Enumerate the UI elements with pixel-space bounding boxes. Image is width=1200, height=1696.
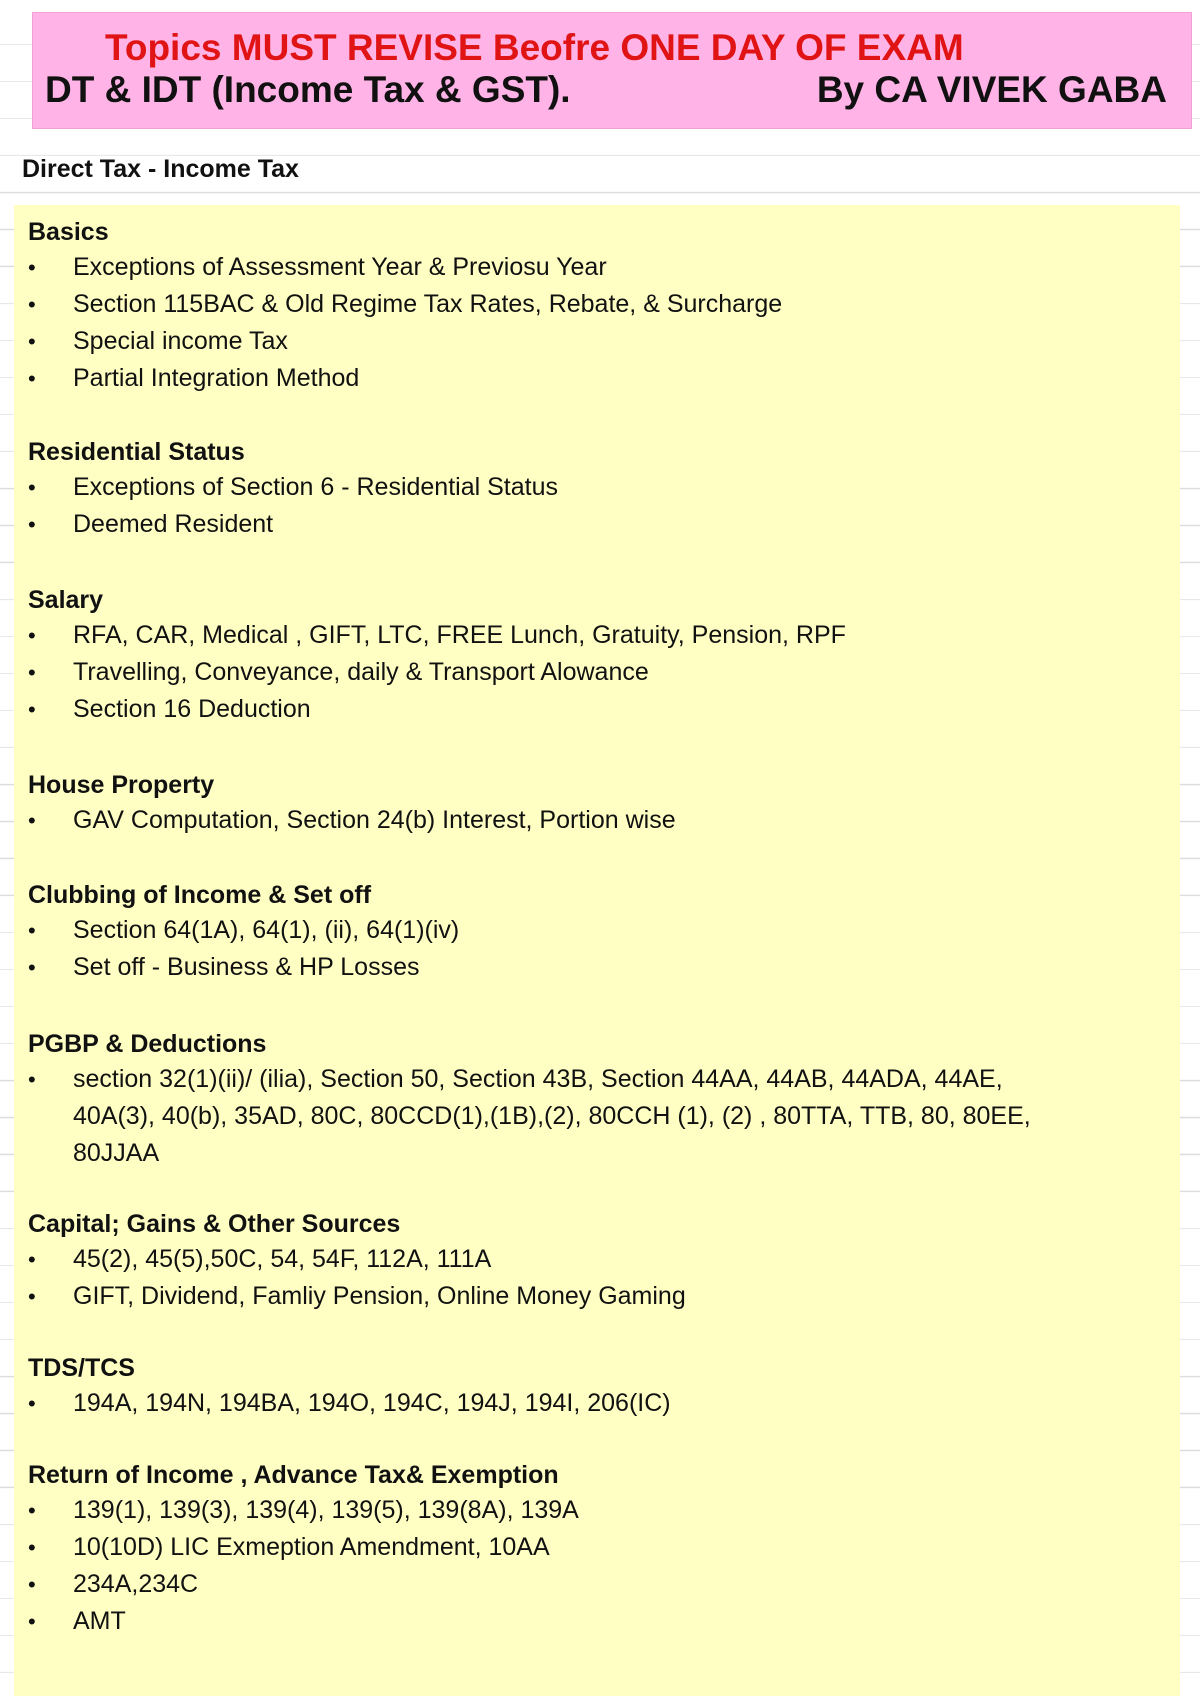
bullet-icon: •	[28, 955, 36, 980]
header-banner	[32, 12, 1192, 129]
list-item	[28, 1385, 671, 1422]
list-item-text: Set off - Business & HP Losses	[73, 953, 420, 981]
list-item	[28, 691, 846, 728]
list-item	[28, 1529, 579, 1566]
bullet-icon: •	[28, 808, 36, 833]
list-item	[28, 1566, 579, 1603]
list-item-text: Deemed Resident	[73, 510, 274, 538]
list-item	[28, 1278, 686, 1315]
bullet-icon: •	[28, 292, 36, 317]
bullet-icon: •	[28, 1609, 36, 1634]
list-item-text: 45(2), 45(5),50C, 54, 54F, 112A, 111A	[73, 1245, 492, 1273]
list-item	[28, 469, 558, 506]
list-item-text: GIFT, Dividend, Famliy Pension, Online Money Gaming	[73, 1282, 686, 1310]
list-item-text: RFA, CAR, Medical , GIFT, LTC, FREE Lunch, Gratuity, Pension, RPF	[73, 621, 846, 649]
list-item	[28, 1603, 579, 1640]
list-item-text: Section 115BAC & Old Regime Tax Rates, Rebate, & Surcharge	[73, 290, 783, 318]
list-item-text: section 32(1)(ii)/ (ilia), Section 50, Section 43B, Section 44AA, 44AB, 44ADA, 44AE,	[73, 1065, 1003, 1093]
bullet-icon: •	[28, 1067, 36, 1092]
bullet-icon: •	[28, 1284, 36, 1309]
section-salary	[28, 583, 846, 728]
list-item-continuation	[28, 1135, 1031, 1172]
list-item-text: 139(1), 139(3), 139(4), 139(5), 139(8A), 139A	[73, 1496, 579, 1524]
section-heading: Salary	[28, 586, 104, 614]
bullet-icon: •	[28, 1391, 36, 1416]
list-item	[28, 654, 846, 691]
list-item	[28, 912, 459, 949]
section-pgbp	[28, 1027, 1031, 1172]
section-heading: Capital; Gains & Other Sources	[28, 1210, 401, 1238]
notes-panel	[14, 205, 1180, 1696]
list-item	[28, 506, 558, 543]
bullet-icon: •	[28, 329, 36, 354]
bullet-icon: •	[28, 512, 36, 537]
bullet-icon: •	[28, 1572, 36, 1597]
section-heading: Return of Income , Advance Tax& Exemption	[28, 1461, 559, 1489]
list-item	[28, 617, 846, 654]
list-item-text: Section 16 Deduction	[73, 695, 311, 723]
bullet-list	[28, 802, 676, 839]
list-item-text: Exceptions of Section 6 - Residential Status	[73, 473, 558, 501]
bullet-icon: •	[28, 660, 36, 685]
list-item-text: Exceptions of Assessment Year & Previosu Year	[73, 253, 607, 281]
section-heading: PGBP & Deductions	[28, 1030, 267, 1058]
bullet-icon: •	[28, 255, 36, 280]
section-capital-gains	[28, 1207, 686, 1315]
section-clubbing	[28, 878, 459, 986]
list-item	[28, 249, 782, 286]
section-basics	[28, 215, 782, 397]
list-item-continuation	[28, 1098, 1031, 1135]
list-item	[28, 1241, 686, 1278]
list-item	[28, 323, 782, 360]
list-item	[28, 1492, 579, 1529]
section-heading: Basics	[28, 218, 109, 246]
bullet-list	[28, 1385, 671, 1422]
list-item-text: 10(10D) LIC Exmeption Amendment, 10AA	[73, 1533, 550, 1561]
bullet-icon: •	[28, 918, 36, 943]
list-item-text: Partial Integration Method	[73, 364, 360, 392]
section-heading: TDS/TCS	[28, 1354, 135, 1382]
list-item-text: 40A(3), 40(b), 35AD, 80C, 80CCD(1),(1B),(2), 80CCH (1), (2) , 80TTA, TTB, 80, 80EE,	[73, 1102, 1031, 1130]
list-item	[28, 360, 782, 397]
list-item-text: 194A, 194N, 194BA, 194O, 194C, 194J, 194I, 206(IC)	[73, 1389, 671, 1417]
list-item	[28, 286, 782, 323]
list-item	[28, 949, 459, 986]
bullet-list	[28, 1492, 579, 1640]
list-item	[28, 802, 676, 839]
bullet-list	[28, 249, 782, 397]
bullet-icon: •	[28, 1498, 36, 1523]
list-item-text: AMT	[73, 1607, 126, 1635]
list-item-text: Travelling, Conveyance, daily & Transport Alowance	[73, 658, 649, 686]
bullet-list	[28, 469, 558, 543]
list-item-text: Special income Tax	[73, 327, 288, 355]
section-return-of-income	[28, 1458, 579, 1640]
section-heading: Clubbing of Income & Set off	[28, 881, 372, 909]
bullet-icon: •	[28, 1247, 36, 1272]
bullet-list	[28, 617, 846, 728]
bullet-list	[28, 1241, 686, 1315]
bullet-icon: •	[28, 623, 36, 648]
bullet-list	[28, 912, 459, 986]
section-heading: House Property	[28, 771, 215, 799]
bullet-icon: •	[28, 475, 36, 500]
list-item	[28, 1061, 1031, 1098]
bullet-icon: •	[28, 366, 36, 391]
header-subtitle: DT & IDT (Income Tax & GST).	[45, 69, 571, 110]
header-title: Topics MUST REVISE Beofre ONE DAY OF EXAM	[105, 27, 964, 68]
list-item-text: Section 64(1A), 64(1), (ii), 64(1)(iv)	[73, 916, 460, 944]
list-item-text: GAV Computation, Section 24(b) Interest, Portion wise	[73, 806, 676, 834]
bullet-icon: •	[28, 1535, 36, 1560]
list-item-text: 80JJAA	[73, 1139, 160, 1167]
section-heading: Residential Status	[28, 438, 245, 466]
section-house-property	[28, 768, 676, 839]
section-residential-status	[28, 435, 558, 543]
list-item-text: 234A,234C	[73, 1570, 199, 1598]
section-tds-tcs	[28, 1351, 671, 1422]
header-author: By CA VIVEK GABA	[816, 69, 1167, 110]
page-title: Direct Tax - Income Tax	[22, 155, 299, 183]
bullet-list	[28, 1061, 1031, 1172]
bullet-icon: •	[28, 697, 36, 722]
